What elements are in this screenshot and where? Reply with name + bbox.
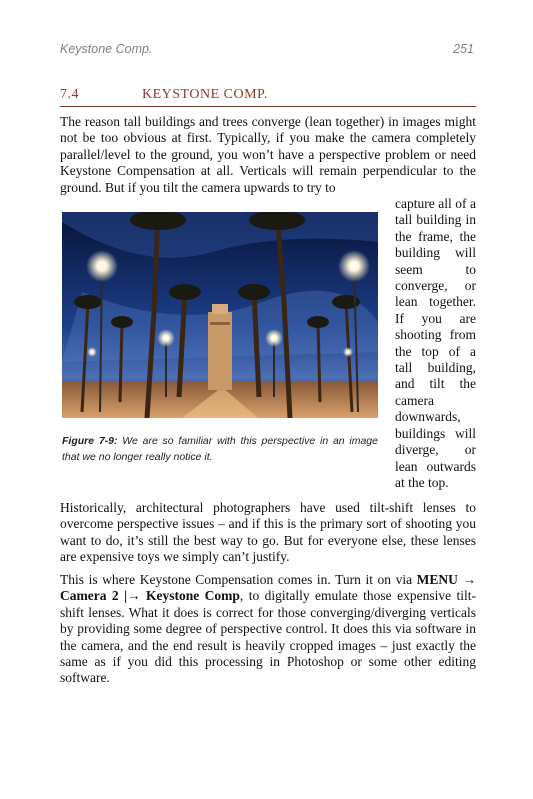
chapter-title: Keystone Comp. bbox=[60, 42, 153, 56]
page-number: 251 bbox=[453, 42, 474, 56]
paragraph-intro-wrap: capture all of a tall building in the frame, the building will seem to converge, or lean together. If you are shooting from the top of a tall building, and tilt the camera downwards, buildings will diverge, or lean outwards at the top. bbox=[395, 196, 476, 490]
paragraph-history: Historically, architectural photographers have used tilt-shift lenses to overcome perspective issues – and if this is the primary sort of shooting you want to do, it’s still the best way to go. But for everyone else, these lenses are expensive toys we simply can’t justify. bbox=[60, 500, 476, 565]
section-heading bbox=[60, 86, 476, 107]
figure-caption-text: We are so familiar with this perspective in an image that we no longer really notice it. bbox=[62, 435, 378, 463]
menu-path: MENU → Camera 2 |→ Keystone Comp bbox=[60, 572, 476, 604]
figure-caption bbox=[62, 433, 378, 465]
paragraph-keystone-text-b: , to digitally emulate those expensive tilt-shift lenses. What it does is correct for those converging/diverging verticals by providing some degree of perspective control. It does this via software in the camera, and the end result is heavily cropped images – just exactly the same as if you did this processing in Photoshop or some other editing software. bbox=[60, 588, 476, 686]
paragraph-keystone-usage bbox=[60, 572, 476, 687]
section-title: KEYSTONE COMP. bbox=[142, 87, 268, 102]
night-plaza-photo bbox=[62, 212, 378, 418]
paragraph-keystone-text-a: This is where Keystone Compensation comes in. Turn it on via bbox=[60, 572, 417, 587]
figure-photo bbox=[62, 212, 378, 418]
running-header bbox=[60, 42, 474, 60]
paragraph-intro: The reason tall buildings and trees converge (lean together) in images might not be too obvious at first. Typically, if you make the camera completely parallel/level to the ground, you won’t have a perspective problem or need Keystone Compensation at all. Verticals will remain perpendicular to the ground. But if you tilt the camera upwards to try to bbox=[60, 114, 476, 195]
figure-label: Figure 7-9: bbox=[62, 435, 118, 447]
section-number: 7.4 bbox=[60, 87, 79, 102]
